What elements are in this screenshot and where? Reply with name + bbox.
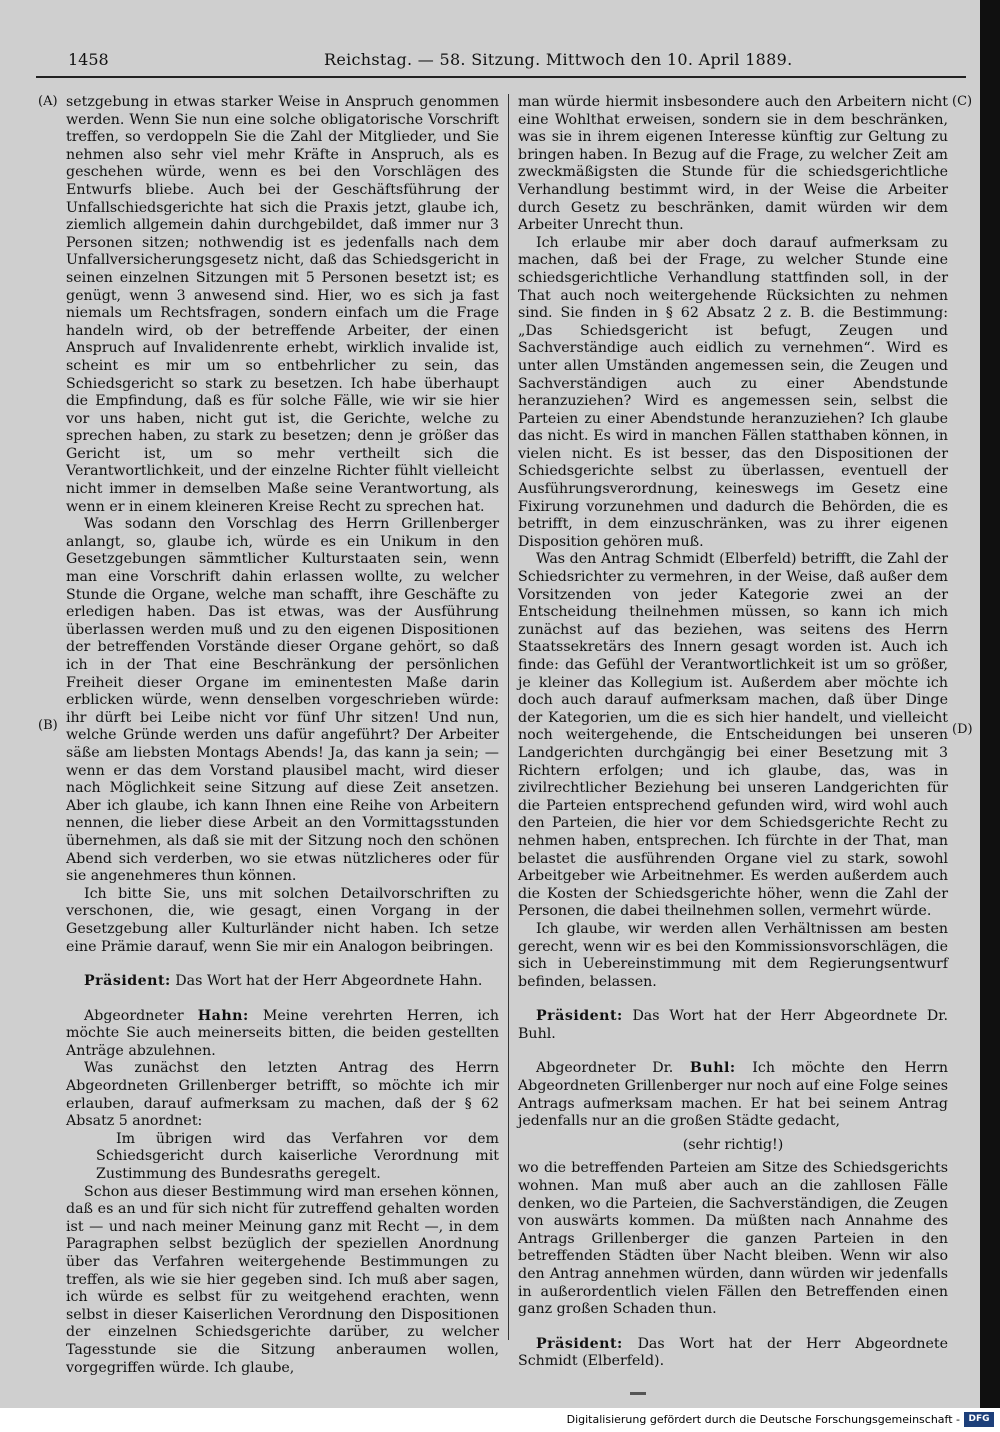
header-rule [36, 76, 966, 78]
statement-text: Das Wort hat der Herr Abgeordnete Schmidt (Elberfeld). [518, 1335, 948, 1370]
page-fold-mark [630, 1392, 646, 1395]
president-statement [66, 973, 499, 991]
paragraph: Was den Antrag Schmidt (Elberfeld) betrifft, die Zahl der Schiedsrichter zu vermehren, in der Weise, daß außer dem Vorsitzenden von jeder Kategorie zwei an der Entscheidung theilnehmen müssen, so kann ich mich zunächst auf das beziehen, was seitens des Herrn Staatssekretärs des Innern gesagt worden ist. Auch ich finde: das Gefühl der Verantwortlichkeit ist um so größer, je kleiner das Kollegium ist. Außerdem aber möchte ich doch auch darauf aufmerksam machen, daß über Dinge der Kategorien, um die es sich hier handelt, und vielleicht noch weitergehende, die Entscheidungen bei unseren Landgerichten durchgängig bei einer Besetzung mit 3 Richtern erfolgen; und ich glaube, das, was in zivilrechtlicher Beziehung bei unseren Landgerichten für die Parteien entsprechend gefunden wird, wird wohl auch den Parteien, die hier vor dem Schiedsgerichte Recht zu nehmen haben, entsprechen. Ich fürchte in der That, man belastet die ausführenden Organe viel zu stark, sowohl Arbeitgeber wie Arbeitnehmer. Es werden außerdem auch die Kosten der Schiedsgerichte höher, wenn die Zahl der Personen, die dabei theilnehmen sollen, vermehrt würde. [518, 551, 948, 920]
paragraph: Ich glaube, wir werden allen Verhältnissen am besten gerecht, wenn wir es bei den Kommissionsvorschlägen, die sich in Uebereinstimmung mit dem Regierungsentwurf befinden, belassen. [518, 920, 948, 990]
right-column [518, 94, 948, 1371]
speaker-prefix: Abgeordneter [84, 1007, 184, 1024]
paragraph: setzgebung in etwas starker Weise in Anspruch genommen werden. Wenn Sie nun eine solche obligatorische Vorschrift treffen, so verdoppeln Sie die Zahl der Mitglieder, und Sie nehmen also sehr viel mehr Kräfte in Anspruch, als es geschehen würde, wenn es bei den Vorschlägen des Entwurfs bliebe. Auch bei der Geschäftsführung der Unfallschiedsgerichte hat sich die Praxis jetzt, glaube ich, ziemlich allgemein dahin durchgebildet, daß immer nur 3 Personen sitzen; nothwendig ist es jedenfalls nach dem Unfallversicherungsgesetz nicht, daß das Schiedsgericht in seinen einzelnen Sitzungen mit 5 Personen besetzt ist; es genügt, wenn 3 anwesend sind. Hier, wo es sich ja fast niemals um Rechtsfragen, sondern einfach um die Frage handeln wird, ob der betreffende Arbeiter, der einen Anspruch auf Invalidenrente erhebt, wirklich invalide ist, scheint es mir um so entbehrlicher zu sein, das Schiedsgericht so stark zu besetzen. Ich habe überhaupt die Empfindung, daß es für solche Fälle, wie wir sie hier vor uns haben, nicht gut ist, die Gerichte, welche zu sprechen haben, zu stark zu besetzen; denn je größer das Gericht ist, um so mehr vertheilt sich die Verantwortlichkeit, und der einzelne Richter fühlt vielleicht nicht immer in demselben Maße seine Verantwortung, als wenn er in einem kleineren Kreise Recht zu sprechen hat. [66, 94, 499, 515]
paragraph: Ich bitte Sie, uns mit solchen Detailvorschriften zu verschonen, die, wie gesagt, einen Vorgang in der Gesetzgebung aller Kulturländer nicht haben. Ich setze eine Prämie darauf, wenn Sie mir ein Analogon beibringen. [66, 885, 499, 955]
speaker-name: Präsident: [84, 973, 171, 990]
footer [0, 1410, 1000, 1432]
speaker-name: Präsident: [536, 1335, 623, 1352]
president-statement [518, 1336, 948, 1371]
speaker-prefix: Abgeordneter Dr. [536, 1060, 674, 1077]
statement-text: Das Wort hat der Herr Abgeordnete Hahn. [175, 973, 483, 990]
running-head: Reichstag. — 58. Sitzung. Mittwoch den 10. April 1889. [324, 50, 793, 69]
margin-marker-b: (B) [38, 718, 58, 733]
speech-intro [518, 1060, 948, 1130]
interjection: (sehr richtig!) [682, 1136, 784, 1153]
paragraph: Ich erlaube mir aber doch darauf aufmerksam zu machen, daß bei der Frage, zu welcher Stunde eine schiedsgerichtliche Verhandlung stattfinden soll, in der That auch noch weitergehende Rücksichten zu nehmen sind. Sie finden in § 62 Absatz 2 z. B. die Bestimmung: „Das Schiedsgericht ist befugt, Zeugen und Sachverständige auch eidlich zu vernehmen“. Wird es unter allen Umständen angemessen sein, die Zeugen und Sachverständigen auch zu einer Abendstunde heranzuziehen? Wird es angemessen sein, selbst die Parteien zu einer Abendstunde heranzuziehen? Ich glaube das nicht. Es wird in manchen Fällen statthaben können, in vielen nicht. Es ist besser, das den Dispositionen der Schiedsgerichte selbst zu überlassen, eventuell der Ausführungsverordnung, keineswegs im Gesetz eine Fixirung vorzunehmen und dadurch die Behörden, die es betrifft, in dem einzuschränken, was zu ihrer eigenen Disposition gehören muß. [518, 234, 948, 550]
page-number: 1458 [68, 50, 109, 69]
footer-credit: Digitalisierung gefördert durch die Deutsche Forschungsgemeinschaft - [566, 1413, 960, 1426]
paragraph: wo die betreffenden Parteien am Sitze des Schiedsgerichts wohnen. Man muß aber auch an die zahllosen Fälle denken, wo die Parteien, die Sachverständigen, die Zeugen von auswärts kommen. Da müßten nach Annahme des Antrags Grillenberger die ganzen Parteien in den betreffenden Städten über Nacht bleiben. Wenn wir also den Antrag annehmen würden, dann würden wir jedenfalls in außerordentlich vielen Fällen den Betreffenden einen ganz großen Schaden thun. [518, 1160, 948, 1318]
statement-text: Meine verehrten Herren, ich möchte Sie auch meinerseits bitten, die beiden gestellten Anträge abzulehnen. [66, 1007, 500, 1059]
statement-text: Das Wort hat der Herr Abgeordnete Dr. Buhl. [518, 1008, 949, 1042]
paragraph: Schon aus dieser Bestimmung wird man ersehen können, daß es an und für sich nicht für zutreffend gehalten worden ist — und nach meiner Meinung ganz mit Recht —, in dem Paragraphen selbst bezüglich der speziellen Anordnung über das Verfahren weitergehende Bestimmungen zu treffen, als wie sie hier gegeben sind. Ich muß aber sagen, ich würde es selbst für zu weitgehend erachten, wenn selbst in dieser Kaiserlichen Verordnung den Dispositionen der einzelnen Schiedsgerichte darüber, zu welcher Tagesstunde sie die Sitzung anberaumen wollen, vorgegriffen würde. Ich glaube, [66, 1183, 499, 1376]
president-statement [518, 1008, 948, 1043]
margin-marker-a: (A) [38, 94, 58, 109]
paragraph: Was sodann den Vorschlag des Herrn Grillenberger anlangt, so, glaube ich, würde es ein Unikum in den Gesetzgebungen sämmtlicher Kulturstaaten sein, wenn man eine Vorschrift dahin erlassen wollte, zu welcher Stunde die Organe, welche man schafft, ihre Geschäfte zu erledigen haben. Das ist etwas, was der Ausführung überlassen werden muß und zu den eigenen Dispositionen der betreffenden Vorstände dieser Organe gehört, so daß ich in der That eine Beschränkung der persönlichen Freiheit dieser Organe im eminentesten Maße darin erblicken würde, wenn denselben vorgeschrieben würde: ihr dürft bei Leibe nicht vor fünf Uhr sitzen! Und nun, welche Gründe werden uns dafür angeführt? Der Arbeiter säße am liebsten Montags Abends! Ja, das kann ja sein; — wenn er das dem Vorstand plausibel macht, wird dieser nach Möglichkeit seine Sitzung auf diese Zeit ansetzen. Aber ich glaube, ich kann Ihnen eine Reihe von Arbeitern nennen, die lieber diese Arbeit an den Vormittagsstunden übernehmen, als daß sie mit der Sitzung noch den schönen Abend sich verderben, wo sie etwas nützlicheres oder für sie angenehmeres thun können. [66, 516, 499, 885]
left-column [66, 94, 499, 1377]
paragraph: Was zunächst den letzten Antrag des Herrn Abgeordneten Grillenberger betrifft, so möchte ich mir erlauben, darauf aufmerksam zu machen, daß der § 62 Absatz 5 anordnet: [66, 1060, 499, 1130]
paragraph: man würde hiermit insbesondere auch den Arbeitern nicht eine Wohlthat erweisen, sondern sie in dem beschränken, was sie in ihrem eigenen Interesse künftig zur Geltung zu bringen haben. In Bezug auf die Frage, zu welcher Zeit am zweckmäßigsten die Stunde für die schiedsgerichtliche Verhandlung bestimmt wird, in der Weise die Arbeiter durch Gesetz zu beschränken, damit würden wir dem Arbeiter Unrecht thun. [518, 94, 948, 234]
scan-edge [980, 0, 1000, 1408]
column-divider [508, 94, 509, 1340]
speaker-name: Buhl: [689, 1060, 736, 1077]
speaker-name: Hahn: [197, 1007, 249, 1024]
statement-text: Ich möchte den Herrn Abgeordneten Grillenberger nur noch auf eine Folge seines Antrags aufmerksam machen. Er hat bei seinem Antrag jedenfalls nur an die großen Städte gedacht, [518, 1060, 948, 1130]
margin-marker-c: (C) [952, 94, 973, 109]
margin-marker-d: (D) [952, 722, 973, 737]
dfg-logo: DFG [964, 1412, 994, 1427]
law-quote: Im übrigen wird das Verfahren vor dem Schiedsgericht durch kaiserliche Verordnung mit Zustimmung des Bundesraths geregelt. [96, 1130, 499, 1183]
speaker-name: Präsident: [536, 1008, 623, 1025]
speech-intro [66, 1008, 499, 1061]
